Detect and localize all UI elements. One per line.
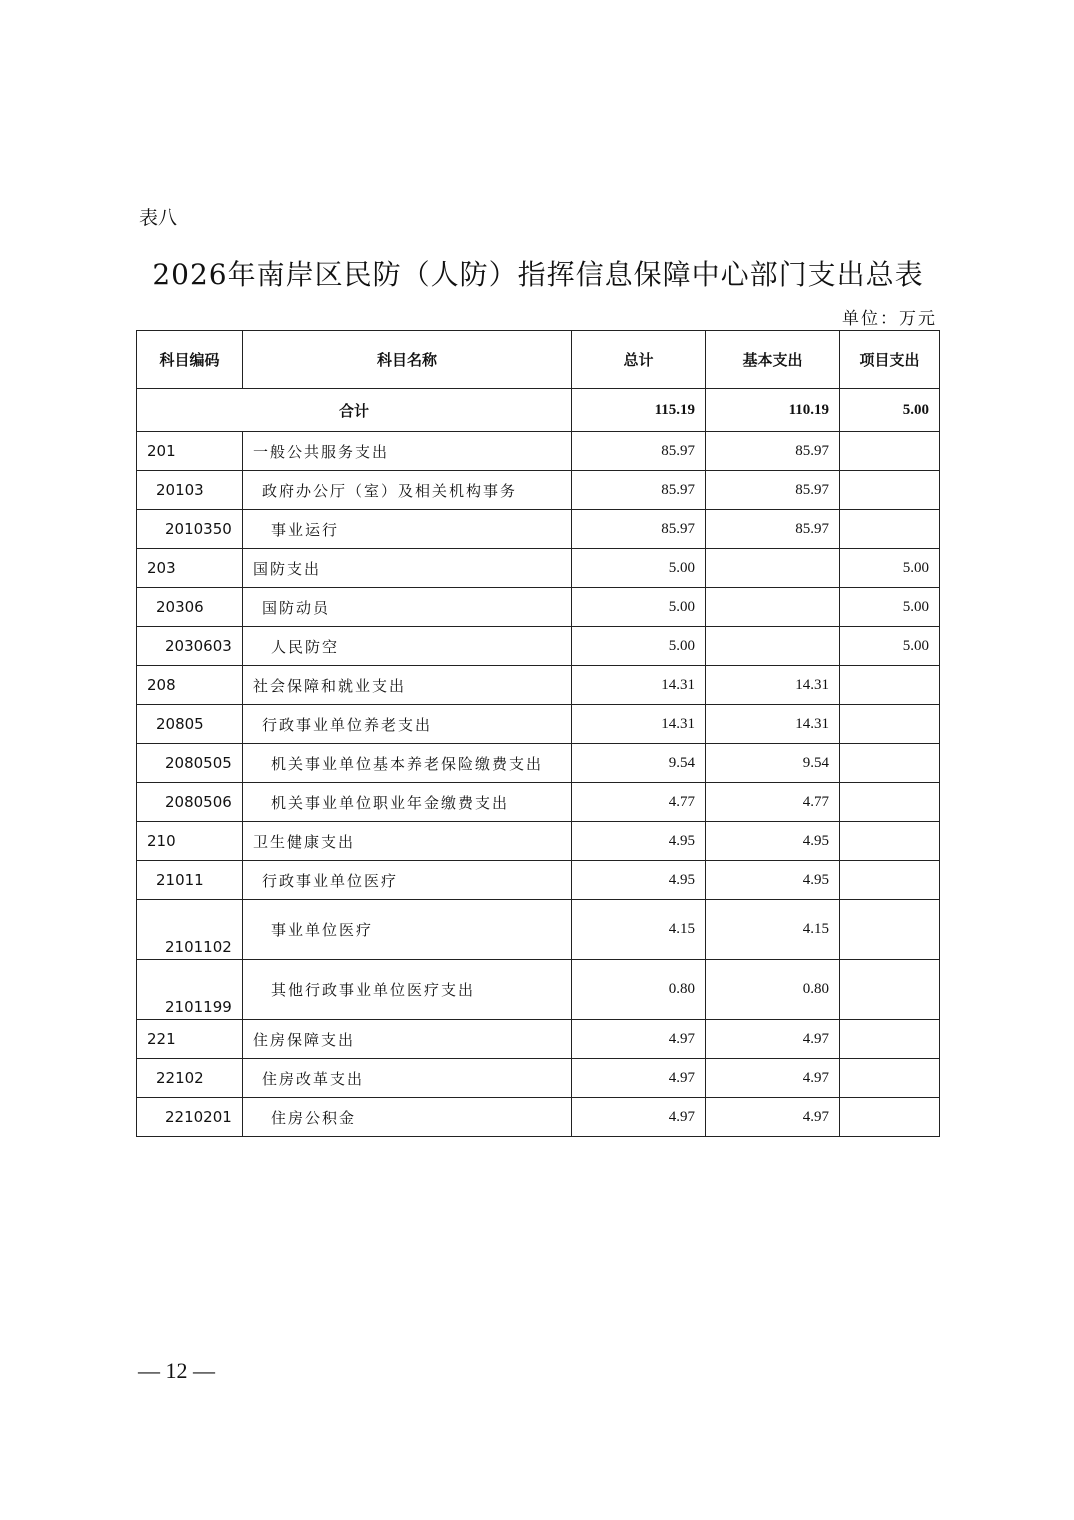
row-project	[840, 1059, 940, 1098]
row-code: 2030603	[137, 627, 243, 666]
row-code: 22102	[137, 1059, 243, 1098]
row-project	[840, 1020, 940, 1059]
table-row	[137, 1020, 940, 1059]
row-project	[840, 432, 940, 471]
table-row	[137, 822, 940, 861]
table-row	[137, 1098, 940, 1137]
table-row	[137, 783, 940, 822]
row-project	[840, 822, 940, 861]
row-total: 4.77	[572, 783, 706, 822]
page-number: — 12 —	[138, 1358, 215, 1383]
table-row	[137, 471, 940, 510]
header-basic: 基本支出	[706, 331, 840, 389]
row-code: 20103	[137, 471, 243, 510]
row-basic: 14.31	[706, 666, 840, 705]
row-basic: 4.77	[706, 783, 840, 822]
table-row	[137, 627, 940, 666]
table-row	[137, 549, 940, 588]
row-basic: 4.97	[706, 1020, 840, 1059]
row-project	[840, 783, 940, 822]
header-total: 总计	[572, 331, 706, 389]
table-row	[137, 960, 940, 1020]
row-project: 5.00	[840, 588, 940, 627]
row-total: 4.95	[572, 822, 706, 861]
row-total: 85.97	[572, 432, 706, 471]
header-project: 项目支出	[840, 331, 940, 389]
row-total: 4.97	[572, 1059, 706, 1098]
row-total: 0.80	[572, 960, 706, 1020]
row-project	[840, 705, 940, 744]
row-project	[840, 471, 940, 510]
row-total: 5.00	[572, 627, 706, 666]
row-name: 机关事业单位基本养老保险缴费支出	[243, 744, 572, 783]
row-code: 20306	[137, 588, 243, 627]
row-total: 14.31	[572, 705, 706, 744]
page-title: 2026年南岸区民防（人防）指挥信息保障中心部门支出总表	[152, 258, 924, 291]
row-project	[840, 960, 940, 1020]
row-name: 卫生健康支出	[243, 822, 572, 861]
total-project: 5.00	[840, 389, 940, 432]
row-code: 2101199	[137, 960, 243, 1020]
total-amount: 115.19	[572, 389, 706, 432]
row-name: 住房公积金	[243, 1098, 572, 1137]
table-header-row	[137, 331, 940, 389]
row-name: 国防动员	[243, 588, 572, 627]
table-row	[137, 588, 940, 627]
row-project	[840, 1098, 940, 1137]
row-basic: 4.15	[706, 900, 840, 960]
row-basic: 9.54	[706, 744, 840, 783]
row-basic: 85.97	[706, 432, 840, 471]
row-total: 85.97	[572, 471, 706, 510]
row-code: 20805	[137, 705, 243, 744]
row-name: 人民防空	[243, 627, 572, 666]
header-name: 科目名称	[243, 331, 572, 389]
row-total: 4.97	[572, 1098, 706, 1137]
row-project	[840, 861, 940, 900]
row-total: 5.00	[572, 549, 706, 588]
row-name: 其他行政事业单位医疗支出	[243, 960, 572, 1020]
row-name: 行政事业单位医疗	[243, 861, 572, 900]
table-row	[137, 705, 940, 744]
row-code: 201	[137, 432, 243, 471]
row-project	[840, 900, 940, 960]
row-name: 政府办公厅（室）及相关机构事务	[243, 471, 572, 510]
row-code: 208	[137, 666, 243, 705]
table-row	[137, 861, 940, 900]
row-total: 4.97	[572, 1020, 706, 1059]
table-row	[137, 432, 940, 471]
row-project	[840, 666, 940, 705]
row-code: 2210201	[137, 1098, 243, 1137]
total-label: 合计	[137, 389, 572, 432]
row-code: 221	[137, 1020, 243, 1059]
table-row	[137, 900, 940, 960]
total-basic: 110.19	[706, 389, 840, 432]
row-name: 住房改革支出	[243, 1059, 572, 1098]
row-total: 9.54	[572, 744, 706, 783]
document-label: 表八	[139, 207, 178, 229]
row-name: 行政事业单位养老支出	[243, 705, 572, 744]
row-basic: 4.95	[706, 861, 840, 900]
row-basic	[706, 549, 840, 588]
row-basic	[706, 588, 840, 627]
row-code: 203	[137, 549, 243, 588]
row-basic: 14.31	[706, 705, 840, 744]
table-row	[137, 510, 940, 549]
row-code: 2080505	[137, 744, 243, 783]
row-name: 一般公共服务支出	[243, 432, 572, 471]
header-code: 科目编码	[137, 331, 243, 389]
row-basic: 0.80	[706, 960, 840, 1020]
row-project: 5.00	[840, 549, 940, 588]
row-name: 事业单位医疗	[243, 900, 572, 960]
row-code: 210	[137, 822, 243, 861]
total-row	[137, 389, 940, 432]
row-project	[840, 744, 940, 783]
row-total: 5.00	[572, 588, 706, 627]
row-code: 2080506	[137, 783, 243, 822]
row-total: 14.31	[572, 666, 706, 705]
row-total: 4.15	[572, 900, 706, 960]
row-project	[840, 510, 940, 549]
row-basic: 4.95	[706, 822, 840, 861]
row-basic: 85.97	[706, 510, 840, 549]
table-row	[137, 1059, 940, 1098]
row-name: 机关事业单位职业年金缴费支出	[243, 783, 572, 822]
expenditure-table	[136, 330, 940, 1137]
row-total: 85.97	[572, 510, 706, 549]
row-total: 4.95	[572, 861, 706, 900]
row-name: 事业运行	[243, 510, 572, 549]
row-code: 21011	[137, 861, 243, 900]
row-project: 5.00	[840, 627, 940, 666]
row-code: 2010350	[137, 510, 243, 549]
row-name: 社会保障和就业支出	[243, 666, 572, 705]
unit-note: 单位：万元	[842, 309, 937, 329]
row-basic	[706, 627, 840, 666]
row-basic: 85.97	[706, 471, 840, 510]
row-name: 住房保障支出	[243, 1020, 572, 1059]
row-code: 2101102	[137, 900, 243, 960]
row-name: 国防支出	[243, 549, 572, 588]
table-row	[137, 666, 940, 705]
table-row	[137, 744, 940, 783]
row-basic: 4.97	[706, 1098, 840, 1137]
row-basic: 4.97	[706, 1059, 840, 1098]
